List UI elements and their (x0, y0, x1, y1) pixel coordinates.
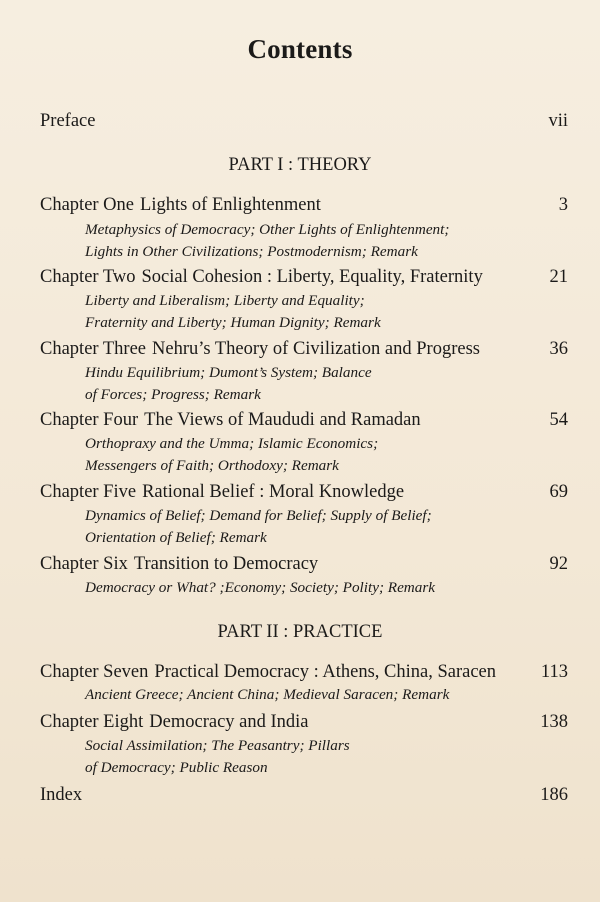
toc-entry-chapter-one (40, 193, 568, 217)
chapter-label: Chapter Six (40, 554, 128, 574)
chapter-label: Chapter Four (40, 410, 139, 430)
chapter-subtopics: Ancient Greece; Ancient China; Medieval Saracen; Remark (85, 686, 450, 703)
contents-heading: Contents (247, 34, 353, 64)
page-number: 36 (549, 339, 568, 359)
chapter-title: Nehru’s Theory of Civilization and Progress (152, 339, 480, 359)
page-number: 186 (540, 785, 568, 805)
chapter-title: Practical Democracy : Athens, China, Saracen (154, 662, 497, 682)
chapter-subtopics: of Forces; Progress; Remark (85, 386, 261, 403)
page-number: vii (548, 111, 568, 131)
page-number: 69 (549, 482, 568, 502)
entry-label: Index (40, 785, 83, 805)
chapter-subtopics: Democracy or What? ;Economy; Society; Polity; Remark (85, 579, 436, 596)
chapter-title: Lights of Enlightenment (140, 195, 321, 215)
chapter-subtopics: Orientation of Belief; Remark (85, 529, 267, 546)
page-number: 113 (540, 662, 568, 682)
page-number: 3 (558, 195, 568, 215)
chapter-title: Rational Belief : Moral Knowledge (142, 482, 405, 502)
chapter-label: Chapter Three (40, 339, 146, 359)
chapter-label: Chapter One (40, 195, 135, 215)
chapter-subtopics: Fraternity and Liberty; Human Dignity; Remark (85, 314, 381, 331)
chapter-subtopics: Lights in Other Civilizations; Postmodernism; Remark (85, 243, 418, 260)
chapter-title: Democracy and India (149, 712, 309, 732)
chapter-subtopics: Messengers of Faith; Orthodoxy; Remark (85, 457, 339, 474)
chapter-subtopics: Dynamics of Belief; Demand for Belief; Supply of Belief; (85, 507, 432, 524)
chapter-label: Chapter Seven (40, 662, 149, 682)
chapter-subtopics: Liberty and Liberalism; Liberty and Equality; (85, 292, 365, 309)
part-heading-theory: PART I : THEORY (228, 155, 372, 175)
chapter-title: The Views of Maududi and Ramadan (144, 410, 421, 430)
toc-entry-chapter-two (40, 265, 568, 289)
chapter-subtopics: of Democracy; Public Reason (85, 759, 268, 776)
chapter-subtopics: Orthopraxy and the Umma; Islamic Economics; (85, 435, 379, 452)
toc-entry-index (40, 783, 568, 807)
toc-entry-chapter-four (40, 408, 568, 432)
chapter-title: Transition to Democracy (133, 554, 319, 574)
page-number: 21 (549, 267, 568, 287)
chapter-subtopics: Metaphysics of Democracy; Other Lights of Enlightenment; (85, 221, 450, 238)
toc-entry-chapter-five (40, 480, 568, 504)
chapter-subtopics: Hindu Equilibrium; Dumont’s System; Balance (85, 364, 372, 381)
toc-entry-preface (40, 109, 568, 133)
toc-entry-chapter-seven (40, 660, 568, 684)
toc-entry-chapter-three (40, 337, 568, 361)
chapter-label: Chapter Two (40, 267, 136, 287)
toc-entry-chapter-eight (40, 710, 568, 734)
toc-entry-chapter-six (40, 552, 568, 576)
page-number: 92 (549, 554, 568, 574)
entry-label: Preface (40, 111, 96, 131)
chapter-subtopics: Social Assimilation; The Peasantry; Pillars (85, 737, 350, 754)
page-number: 54 (549, 410, 568, 430)
chapter-label: Chapter Eight (40, 712, 144, 732)
part-heading-practice: PART II : PRACTICE (217, 622, 383, 642)
page-number: 138 (540, 712, 568, 732)
chapter-label: Chapter Five (40, 482, 137, 502)
chapter-title: Social Cohesion : Liberty, Equality, Fraternity (141, 267, 483, 287)
